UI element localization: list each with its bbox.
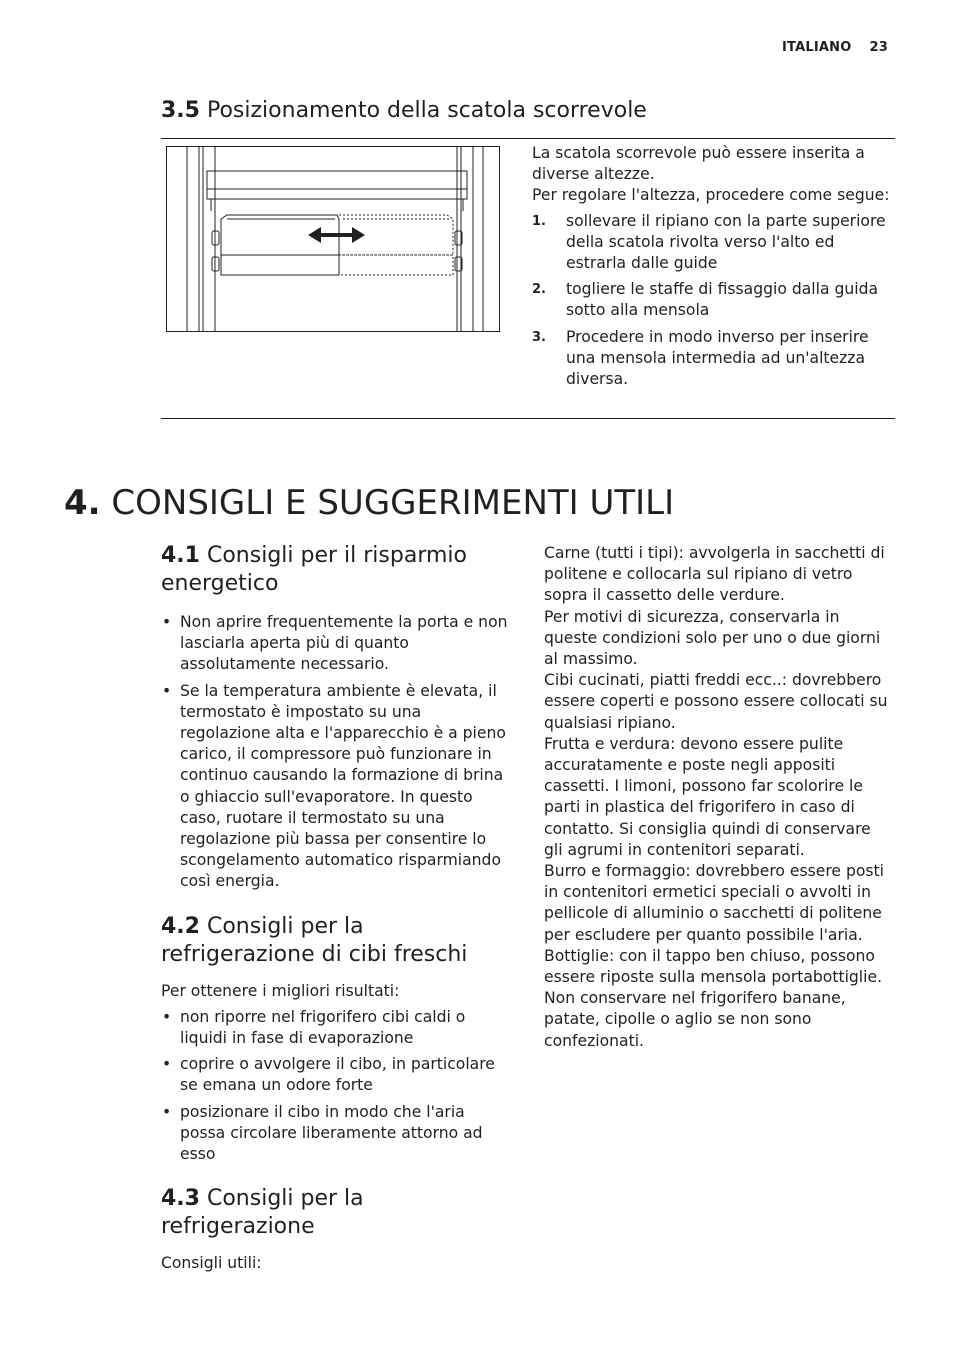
section-4-1-heading (161, 542, 513, 598)
tip-paragraph: Cibi cucinati, piatti freddi ecc..: dovrebbero essere coperti e possono essere collocati su qualsiasi ripiano. (544, 671, 888, 732)
steps-list (532, 211, 892, 391)
page-number: 23 (869, 40, 888, 55)
section-number: 4.1 (161, 543, 200, 568)
section-3-5-heading (161, 97, 647, 125)
left-column (161, 542, 513, 1274)
section-3-5-body (532, 143, 892, 395)
intro-paragraph: La scatola scorrevole può essere inserita a diverse altezze. (532, 144, 865, 184)
step-text: sollevare il ripiano con la parte superiore della scatola rivolta verso l'alto ed estrarla dalle guide (566, 211, 886, 273)
energy-tips-list (161, 612, 513, 893)
tip-paragraph: Burro e formaggio: dovrebbero essere posti in contenitori ermetici speciali o avvolti in pellicole di alluminio o sacchetti di politene per escludere per quanto possibile l'aria. (544, 862, 884, 944)
chapter-number: 4. (64, 483, 101, 523)
step-text: togliere le staffe di fissaggio dalla guida sotto alla mensola (566, 280, 879, 320)
step-item (532, 327, 892, 391)
tip-paragraph: Carne (tutti i tipi): avvolgerla in sacchetti di politene e collocarla sul ripiano di vetro sopra il cassetto delle verdure. (544, 544, 885, 605)
list-item: • coprire o avvolgere il cibo, in particolare se emana un odore forte (161, 1054, 513, 1096)
step-item (532, 211, 892, 275)
tip-paragraph: Frutta e verdura: devono essere pulite accuratamente e poste negli appositi cassetti. I limoni, possono far scolorire le parti in plastica del frigorifero in caso di contatto. Si consiglia quindi di conservare gli agrumi in contenitori separati. (544, 734, 871, 859)
sliding-box-illustration (166, 146, 500, 332)
section-title: Posizionamento della scatola scorrevole (206, 98, 647, 123)
section-4-2-intro: Per ottenere i migliori risultati: (161, 981, 400, 1000)
section-number: 4.3 (161, 1186, 200, 1212)
step-number: 3. (532, 329, 546, 345)
fridge-shelf-drawing (167, 147, 499, 331)
section-4-2-heading (161, 913, 513, 969)
section-4-3-heading (161, 1185, 421, 1241)
divider-top (161, 138, 895, 139)
step-number: 2. (532, 282, 546, 298)
right-column (544, 543, 894, 1052)
list-item: • non riporre nel frigorifero cibi caldi o liquidi in fase di evaporazione (161, 1007, 513, 1049)
list-item: • Se la temperatura ambiente è elevata, il termostato è impostato su una regolazione alta e l'apparecchio è a pieno carico, il compressore può funzionare in continuo causando la formazione di brina o ghiaccio sull'evaporatore. In questo caso, ruotare il termostato su una regolazione più bassa per consentire lo scongelamento automatico risparmiando così energia. (161, 681, 513, 893)
section-title: Consigli per la refrigerazione di cibi freschi (161, 913, 468, 967)
header-language: ITALIANO (782, 40, 852, 55)
section-number: 3.5 (161, 98, 200, 123)
page-header (782, 40, 888, 55)
chapter-4-heading (64, 482, 674, 524)
tip-paragraph: Non conservare nel frigorifero banane, patate, cipolle o aglio se non sono confezionati. (544, 989, 846, 1050)
list-item: • posizionare il cibo in modo che l'aria possa circolare liberamente attorno ad esso (161, 1102, 513, 1166)
tip-paragraph: Per motivi di sicurezza, conservarla in queste condizioni solo per uno o due giorni al massimo. (544, 607, 881, 669)
step-text: Procedere in modo inverso per inserire una mensola intermedia ad un'altezza diversa. (566, 327, 869, 389)
double-arrow-icon (308, 227, 365, 243)
section-number: 4.2 (161, 913, 200, 939)
step-item (532, 279, 892, 321)
section-title: Consigli per il risparmio energetico (161, 543, 467, 596)
step-number: 1. (532, 213, 546, 229)
section-title: Consigli per la refrigerazione (161, 1186, 364, 1240)
fresh-food-tips-list (161, 1007, 513, 1165)
chapter-title: CONSIGLI E SUGGERIMENTI UTILI (111, 483, 675, 523)
divider-bottom (161, 418, 895, 419)
intro-paragraph: Per regolare l'altezza, procedere come segue: (532, 186, 890, 205)
tip-paragraph: Bottiglie: con il tappo ben chiuso, possono essere riposte sulla mensola portabottiglie. (544, 946, 883, 987)
list-item: • Non aprire frequentemente la porta e non lasciarla aperta più di quanto assolutamente necessario. (161, 612, 513, 676)
section-4-3-intro: Consigli utili: (161, 1254, 262, 1273)
